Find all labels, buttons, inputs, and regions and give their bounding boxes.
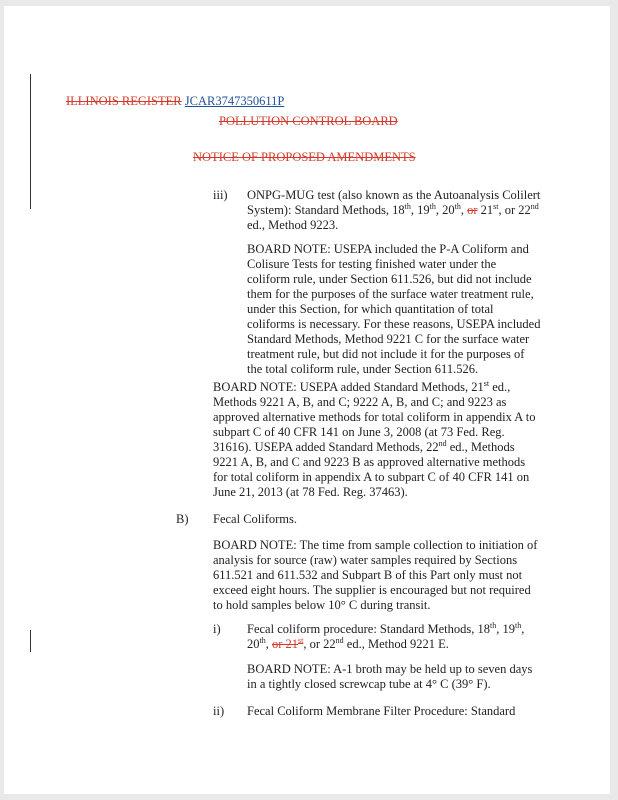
- item-label: B): [176, 512, 189, 526]
- item-ii-text: Fecal Coliform Membrane Filter Procedure: Standard: [247, 704, 516, 718]
- change-bar: [30, 74, 31, 209]
- item-label: ii): [213, 704, 225, 718]
- item-label: i): [213, 622, 221, 636]
- change-bar: [30, 630, 31, 652]
- board-note-broth: BOARD NOTE: A-1 broth may be held up to seven days in a tightly closed screwcap tube at 4° C (39° F).: [247, 662, 533, 691]
- register-header: [66, 94, 284, 109]
- register-code: JCAR3747350611P: [184, 94, 285, 108]
- item-i-text: Fecal coliform procedure: Standard Methods, 18th, 19th, 20th, or 21st, or 22nd ed., Method 9221 E.: [247, 620, 525, 651]
- notice-title: NOTICE OF PROPOSED AMENDMENTS: [193, 150, 416, 164]
- deleted-text: or: [467, 203, 478, 217]
- board-title: POLLUTION CONTROL BOARD: [219, 114, 398, 128]
- board-note-fecal: BOARD NOTE: The time from sample collection to initiation of analysis for source (raw) water samples required by Sections 611.521 and 611.532 and Subpart B of this Part only must not exceed eight hours. The supplier is encouraged but not required to hold samples below 10° C during transit.: [213, 538, 538, 612]
- board-note-usepa: BOARD NOTE: USEPA added Standard Methods, 21st ed., Methods 9221 A, B, and C; 9222 A, B, and C; and 9223 as approved alternative methods for total coliform in appendix A to subpart C of 40 CFR 141 on June 3, 2008 (at 73 Fed. Reg. 31616). USEPA added Standard Methods, 22nd ed., Methods 9221 A, B, and C and 9223 B as approved alternative methods for total coliform in appendix A to subpart C of 40 CFR 141 on June 21, 2013 (at 78 Fed. Reg. 37463).: [213, 378, 536, 499]
- deleted-text: or 21st: [271, 635, 304, 651]
- board-note-iii: BOARD NOTE: USEPA included the P-A Coliform and Colisure Tests for testing finished water under the coliform rule, under Section 611.526, but did not include them for the purposes of the surface water treatment rule, under this Section, for which quantitation of total coliforms is necessary. For these reasons, USEPA included Standard Methods, Method 9221 C for the surface water treatment rule, but did not include it for the purposes of the total coliform rule, under Section 611.526.: [247, 242, 541, 376]
- register-title: ILLINOIS REGISTER: [66, 94, 182, 108]
- item-b-title: Fecal Coliforms.: [213, 512, 298, 526]
- item-iii-text: ONPG-MUG test (also known as the Autoanalysis Colilert System): Standard Methods, 18th, 19th, 20th, or 21st, or 22nd ed., Method 9223.: [247, 188, 541, 232]
- document-page: [4, 6, 610, 794]
- item-label: iii): [213, 188, 228, 202]
